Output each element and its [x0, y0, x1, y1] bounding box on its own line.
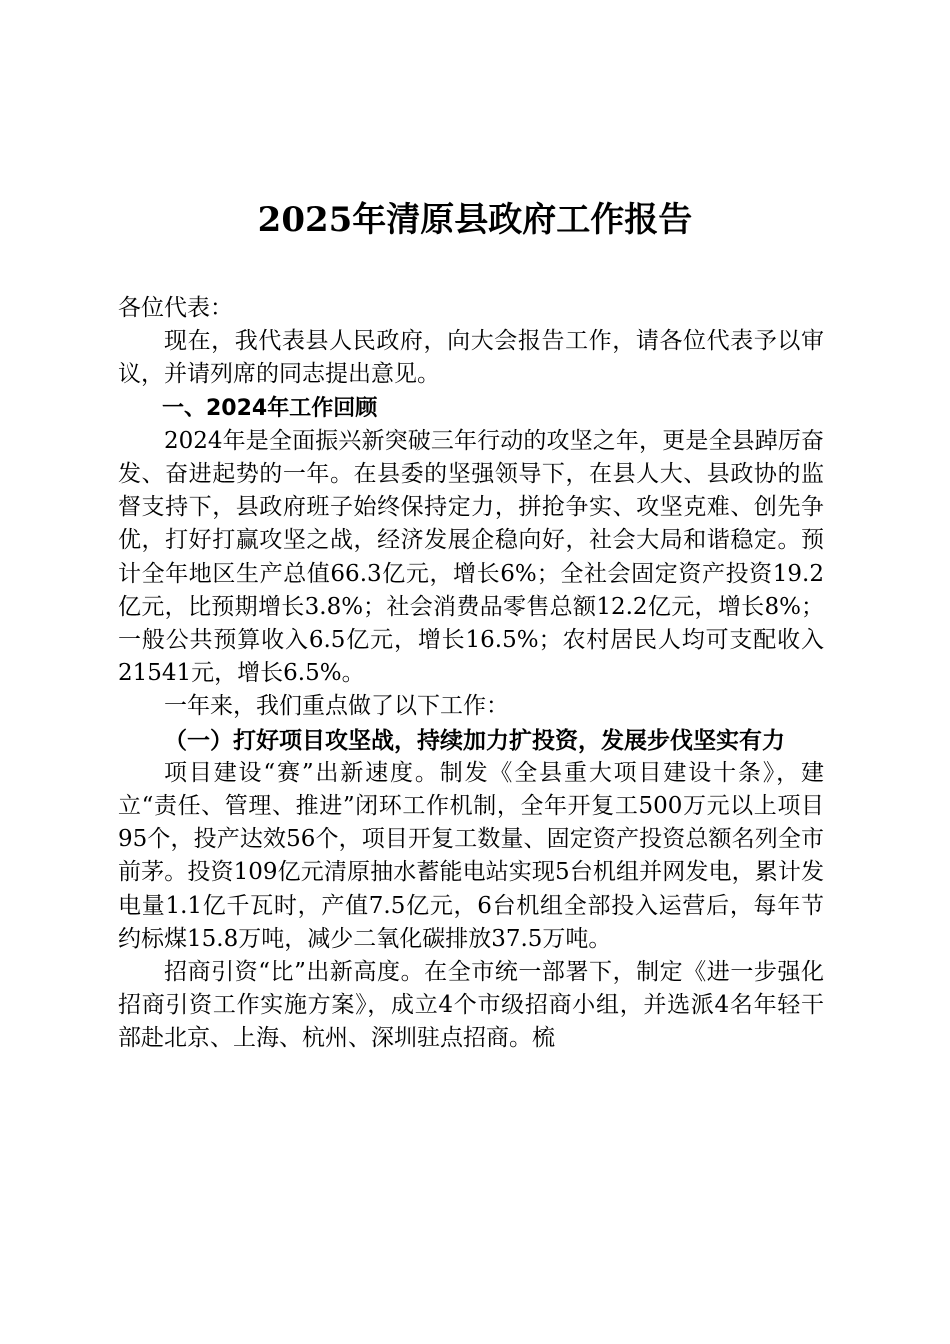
intro-paragraph: 现在，我代表县人民政府，向大会报告工作，请各位代表予以审议，并请列席的同志提出意见。	[118, 328, 824, 388]
investment-paragraph: 招商引资“比”出新高度。在全市统一部署下，制定《进一步强化招商引资工作实施方案》，成立4个市级招商小组，并选派4名年轻干部赴北京、上海、杭州、深圳驻点招商。梳	[118, 959, 824, 1052]
document-body	[118, 292, 824, 1056]
subsection-heading: （一）打好项目攻坚战，持续加力扩投资，发展步伐坚实有力	[164, 726, 785, 754]
projects-paragraph: 项目建设“赛”出新速度。制发《全县重大项目建设十条》，建立“责任、管理、推进”闭环工作机制，全年开复工500万元以上项目95个，投产达效56个，项目开复工数量、固定资产投资总额名列全市前茅。投资109亿元清原抽水蓄能电站实现5台机组并网发电，累计发电量1.1亿千瓦时，产值7.5亿元，6台机组全部投入运营后，每年节约标煤15.8万吨，减少二氧化碳排放37.5万吨。	[118, 759, 824, 952]
review-paragraph: 2024年是全面振兴新突破三年行动的攻坚之年，更是全县踔厉奋发、奋进起势的一年。在县委的坚强领导下，在县人大、县政协的监督支持下，县政府班子始终保持定力，拼抢争实、攻坚克难、创先争优，打好打赢攻坚之战，经济发展企稳向好，社会大局和谐稳定。预计全年地区生产总值66.3亿元，增长6%；全社会固定资产投资19.2亿元，比预期增长3.8%；社会消费品零售总额12.2亿元，增长8%；一般公共预算收入6.5亿元，增长16.5%；农村居民人均可支配收入21541元，增长6.5%。	[118, 427, 824, 687]
document-title: 2025年清原县政府工作报告	[257, 200, 693, 240]
work-intro-paragraph: 一年来，我们重点做了以下工作：	[164, 693, 509, 720]
section-heading: 一、2024年工作回顾	[162, 395, 378, 421]
salutation: 各位代表：	[118, 295, 233, 321]
